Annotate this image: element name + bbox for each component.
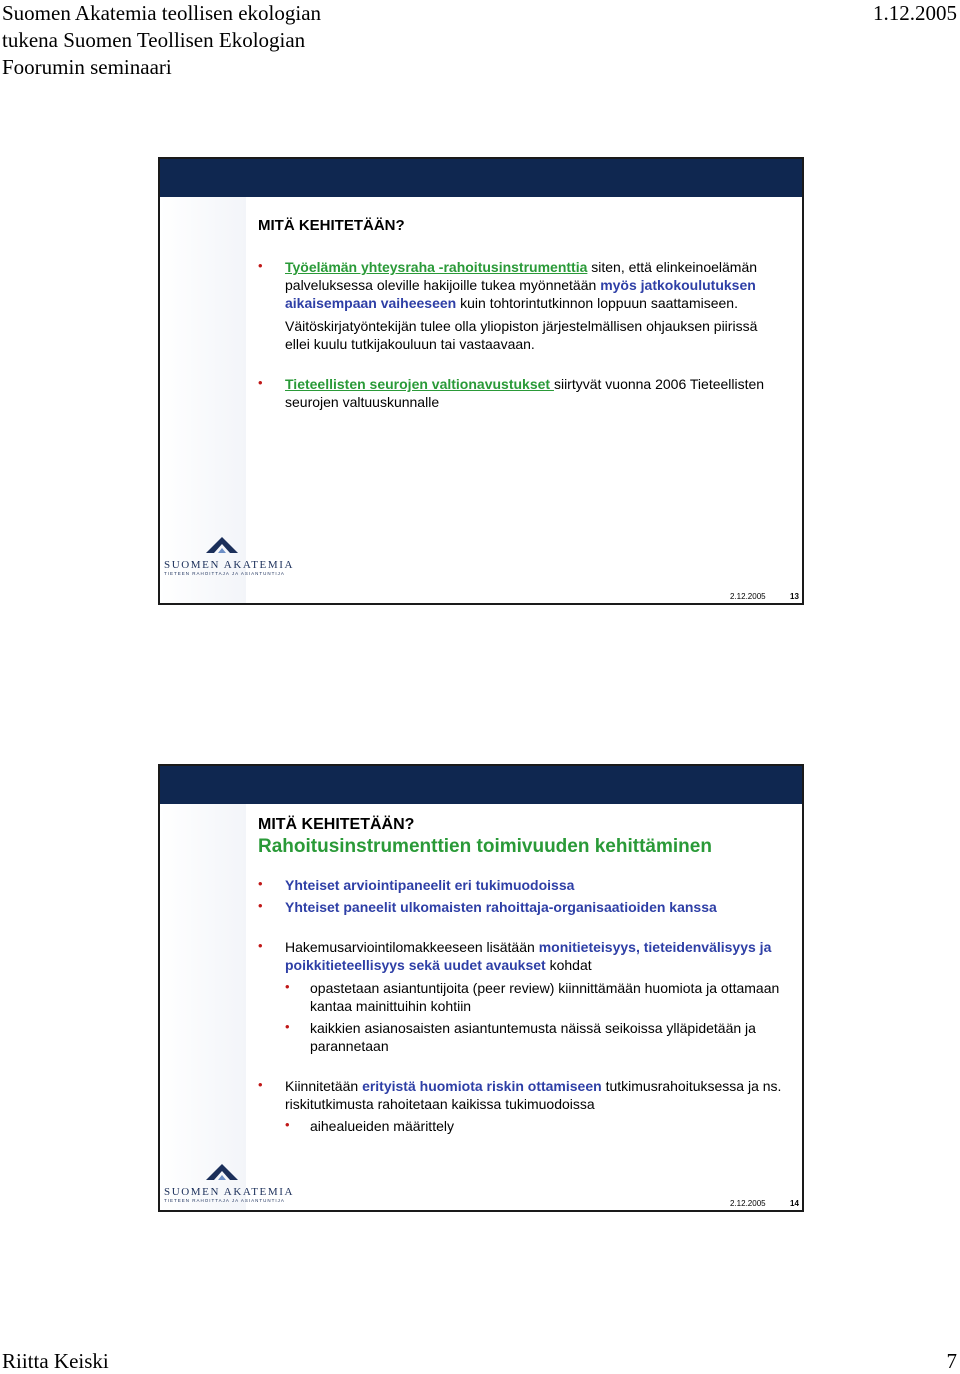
emphasis-text: myös jatkokoulutuksen aikaisempaan vaiheeseen — [285, 277, 756, 311]
item-text: Yhteiset arviointipaneelit eri tukimuodoissa — [285, 877, 575, 893]
slide-13 — [158, 157, 804, 605]
slide-14 — [158, 764, 804, 1212]
list-item — [258, 375, 782, 411]
bullet-list — [258, 258, 782, 411]
slide-subtitle: Rahoitusinstrumenttien toimivuuden kehittäminen — [258, 836, 712, 857]
header-date: 1.12.2005 — [873, 1, 957, 25]
slide-14-content — [258, 816, 782, 1135]
text: kohdat — [545, 957, 592, 973]
text: siirtyvät vuonna 2006 Tieteellisten seurojen valtuuskunnalle — [285, 376, 765, 410]
list-item — [258, 898, 782, 916]
list-item — [258, 258, 782, 353]
sub-list-item: • kaikkien asianosaisten asiantuntemusta näissä seikoissa ylläpidetään ja parannetaan — [285, 1019, 782, 1055]
logo-name: SUOMEN AKATEMIA — [164, 559, 295, 571]
list-item — [258, 938, 782, 1055]
suomen-akatemia-logo — [164, 559, 294, 576]
slide-header-band — [160, 159, 802, 197]
sub-list-item: • opastetaan asiantuntijoita (peer review) kiinnittämään huomiota ja ottamaan kantaa mainittuihin kohtiin — [285, 979, 782, 1015]
text: tutkimusrahoituksessa ja ns. riskitutkimusta rahoitetaan kaikissa tukimuodoissa — [285, 1078, 782, 1112]
slide-13-content — [258, 217, 782, 411]
header-line-3: Foorumin seminaari — [2, 55, 172, 79]
logo-subtitle: TIETEEN RAHOITTAJA JA ASIANTUNTIJA — [164, 1198, 285, 1203]
footer-page-number: 7 — [946, 1349, 957, 1373]
slide-date: 2.12.2005 — [730, 1199, 766, 1208]
text: siten, että elinkeinoelämän palveluksessa oleville hakijoille tukea myönnetään — [285, 259, 758, 293]
text: kuin tohtorintutkinnon loppuun saattamiseen. — [456, 295, 738, 311]
suomen-akatemia-logo — [164, 1186, 294, 1203]
footer-author: Riitta Keiski — [2, 1349, 109, 1373]
slide-date: 2.12.2005 — [730, 592, 766, 601]
sub-list — [285, 1117, 782, 1135]
emphasis-text: monitieteisyys, tieteidenvälisyys ja poikkitieteellisyys sekä uudet avaukset — [285, 939, 772, 973]
list-item — [258, 876, 782, 894]
logo-mark-icon — [202, 535, 242, 553]
page-header — [2, 0, 321, 81]
link-tyoelaman-yhteysraha[interactable]: Työelämän yhteysraha -rahoitusinstrumenttia — [285, 259, 588, 275]
slide-title: MITÄ KEHITETÄÄN? — [258, 217, 405, 234]
logo-name: SUOMEN AKATEMIA — [164, 1186, 295, 1198]
list-item — [258, 1077, 782, 1135]
paragraph: Väitöskirjatyöntekijän tulee olla yliopiston järjestelmällisen ohjauksen piirissä ellei kuulu tutkijakouluun tai vastaavaan. — [285, 318, 758, 352]
text: Hakemusarviointilomakkeeseen lisätään — [285, 939, 539, 955]
emphasis-text: erityistä huomiota riskin ottamiseen — [362, 1078, 602, 1094]
slide-side-panel — [160, 804, 246, 1210]
slide-number: 14 — [790, 1199, 799, 1208]
item-text: Yhteiset paneelit ulkomaisten rahoittaja-organisaatioiden kanssa — [285, 899, 717, 915]
slide-header-band — [160, 766, 802, 804]
slide-title: MITÄ KEHITETÄÄN? — [258, 816, 415, 833]
header-line-2: tukena Suomen Teollisen Ekologian — [2, 28, 306, 52]
text: Kiinnitetään — [285, 1078, 363, 1094]
bullet-list — [258, 876, 782, 1135]
logo-mark-icon — [202, 1162, 242, 1180]
slide-number: 13 — [790, 592, 799, 601]
header-line-1: Suomen Akatemia teollisen ekologian — [2, 1, 322, 25]
sub-list — [285, 979, 782, 1055]
logo-subtitle: TIETEEN RAHOITTAJA JA ASIANTUNTIJA — [164, 571, 285, 576]
sub-list-item: • aihealueiden määrittely — [285, 1117, 782, 1135]
link-tieteellisten-seurojen[interactable]: Tieteellisten seurojen valtionavustukset — [285, 376, 554, 392]
